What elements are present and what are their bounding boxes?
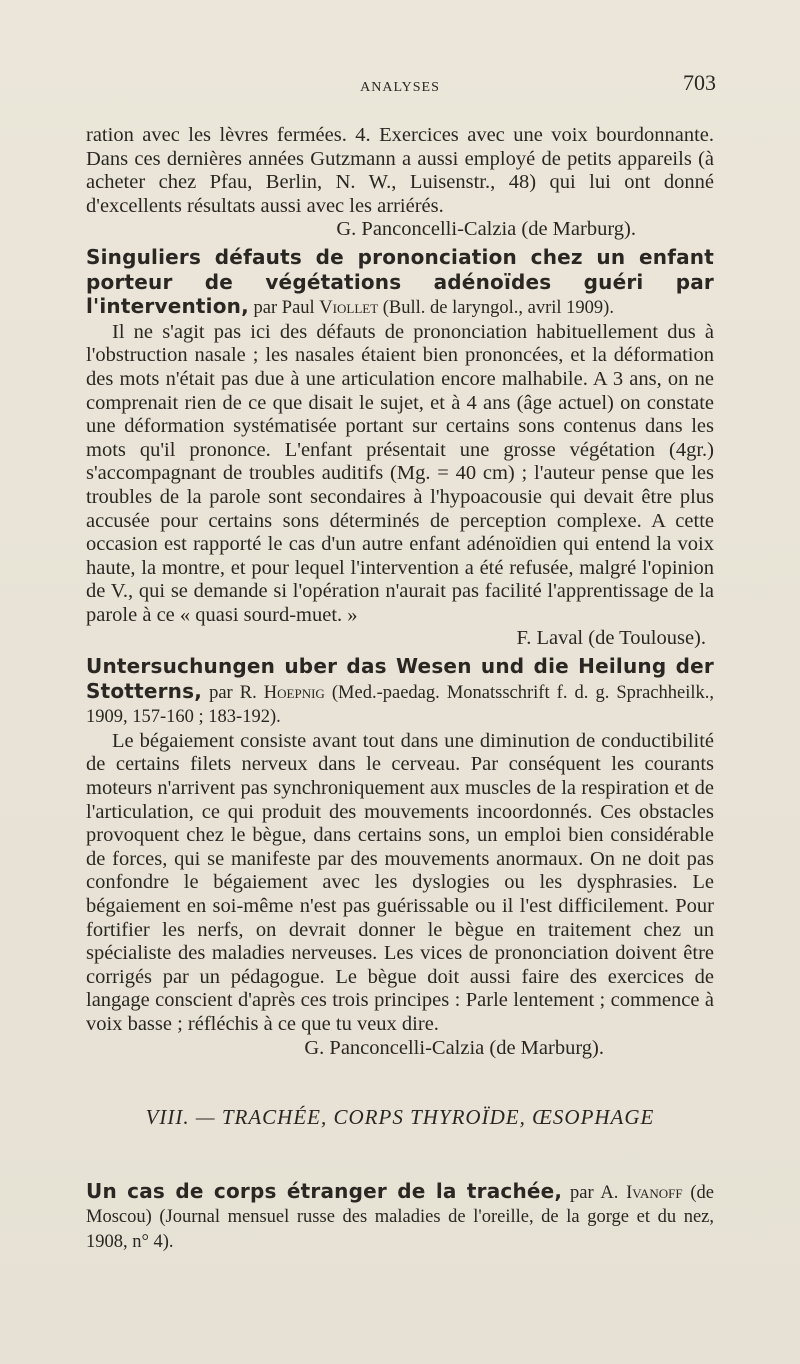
article-2-header <box>86 655 714 730</box>
page-number: 703 <box>683 70 716 95</box>
article-2-author: Hoepnig <box>263 682 325 703</box>
section-title: VIII. — TRACHÉE, CORPS THYROÏDE, ŒSOPHAGE <box>145 1105 655 1130</box>
article-1-citation: (Bull. de laryngol., avril 1909). <box>378 298 614 319</box>
article-2-signature: G. Panconcelli-Calzia (de Marburg). <box>304 1036 604 1059</box>
article-1-signature: F. Laval (de Toulouse). <box>516 627 706 650</box>
article-3-by: par A. <box>562 1182 627 1203</box>
article-1-author: Viollet <box>319 298 379 319</box>
continuation-signature: G. Panconcelli-Calzia (de Marburg). <box>336 218 636 241</box>
running-title: ANALYSES <box>360 80 440 95</box>
article-2-citation: (Med.-paedag. Monatsschrift f. d. g. Sprachheilk., 1909, 157-160 ; 183-192). <box>86 682 714 728</box>
article-3-header <box>86 1180 714 1255</box>
article-3-title: Un cas de corps étranger de la trachée, <box>86 1178 563 1203</box>
article-1-by: par Paul <box>248 298 320 319</box>
article-2-by: par R. <box>202 682 264 703</box>
running-head <box>86 70 714 104</box>
article-1-title: Singuliers défauts de prononciation chez un enfant porteur de végétations adénoïdes guéri par l'intervention, <box>86 244 714 319</box>
article-1-body: Il ne s'agit pas ici des défauts de prononciation habituellement dus à l'obstruction nasale ; les nasales étaient bien prononcées, et la déformation des mots n'était pas due à une articulation encore malhabile. A 3 ans, on ne comprenait rien de ce que disait le sujet, et à 4 ans (âge actuel) on constate une déformation systématisée portant sur certains sons contenus dans les mots qu'il prononce. L'enfant présentait une grosse végétation (4gr.) s'accompagnant de troubles auditifs (Mg. = 40 cm) ; l'auteur pense que les troubles de la parole sont secondaires à l'hypoacousie qui devait être plus accusée pour certains sons déterminés de perception complexe. A cette occasion est rapporté le cas d'un autre enfant adénoïdien qui entend la voix haute, la montre, et pour lequel l'intervention a été refusée, malgré l'opinion de V., qui se demande si l'opération n'aurait pas facilité l'apprentissage de la parole à ce « quasi sourd-muet. » <box>86 320 714 626</box>
article-2-title: Untersuchungen uber das Wesen und die Heilung der Stotterns, <box>86 654 714 703</box>
article-3-citation: (de Moscou) (Journal mensuel russe des maladies de l'oreille, de la gorge et du nez, 1908, n° 4). <box>86 1182 714 1252</box>
article-3-author: Ivanoff <box>626 1182 683 1203</box>
article-1-header <box>86 246 714 321</box>
article-2-body: Le bégaiement consiste avant tout dans une diminution de conductibilité de certains filets nerveux dans le cerveau. Par conséquent les courants moteurs n'arrivent pas synchroniquement aux muscles de la respiration et de l'articulation, ce qui produit des mouvements incoordonnés. Ces obstacles provoquent chez le bègue, dans certains sons, un emploi bien considérable de forces, qui se manifeste par des mouvements anormaux. On ne doit pas confondre le bégaiement avec les dyslogies ou les dysphrasies. Le bégaiement en soi-même n'est pas guérissable ou il l'est difficilement. Pour fortifier les nerfs, on devrait donner le bègue en traitement chez un spécialiste des maladies nerveuses. Les vices de prononciation doivent être corrigés par un pédagogue. Le bègue doit aussi faire des exercices de langage conscient d'après ces trois principes : Parle lentement ; commence à voix basse ; réfléchis à ce que tu veux dire. <box>86 729 714 1035</box>
continuation-paragraph: ration avec les lèvres fermées. 4. Exercices avec une voix bourdonnante. Dans ces dernières années Gutzmann a aussi employé de petits appareils (à acheter chez Pfau, Berlin, N. W., Luisenstr., 48) qui lui ont donné d'excellents résultats aussi avec les arriérés. <box>86 124 714 217</box>
page-body <box>86 124 714 1255</box>
